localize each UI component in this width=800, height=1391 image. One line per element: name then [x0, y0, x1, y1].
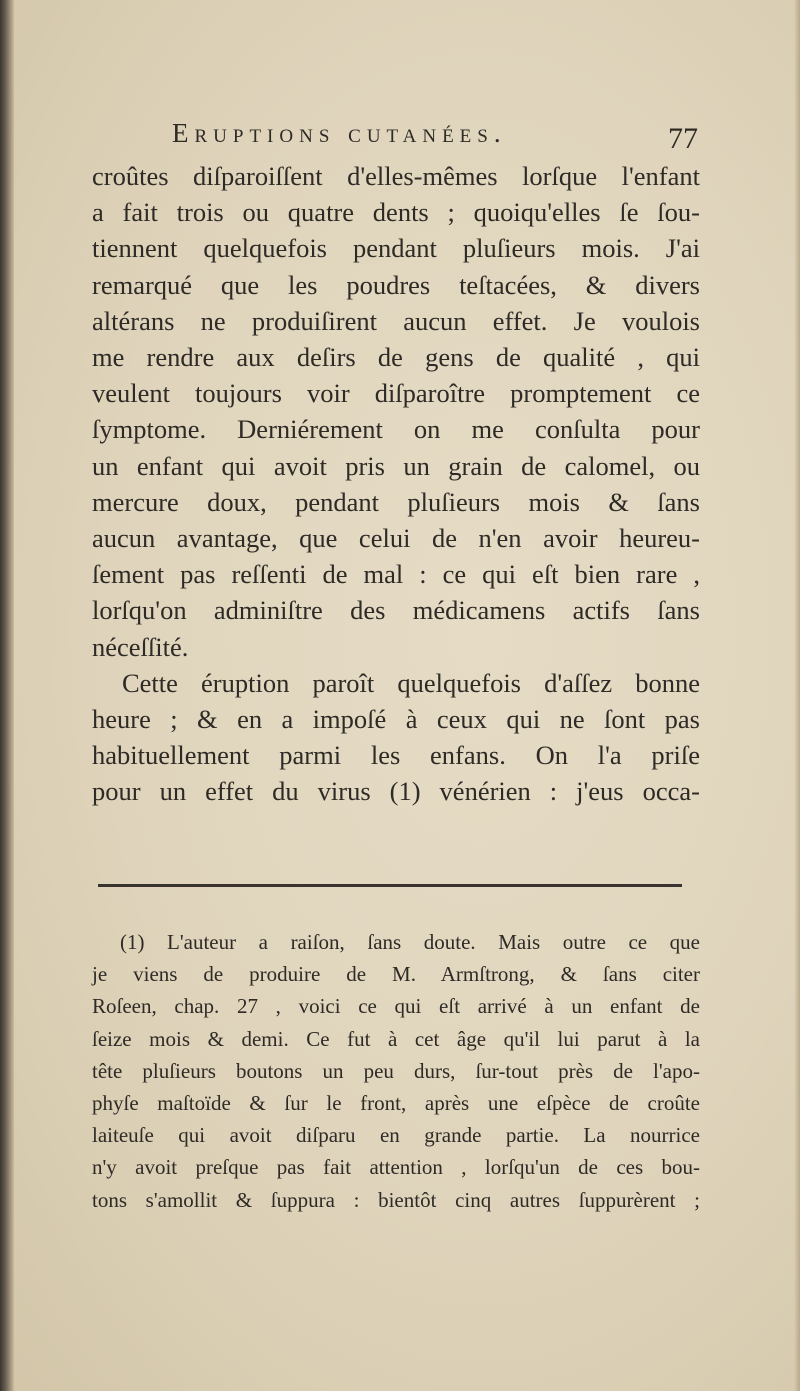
- text-line: tiennent quelquefois pendant pluſieurs mois. J'ai: [92, 233, 700, 264]
- text-line: néceſſité.: [92, 631, 189, 662]
- page-binding-edge: [0, 0, 14, 1391]
- text-line: a fait trois ou quatre dents ; quoiqu'elles ſe ſou-: [92, 197, 700, 228]
- footnote: [92, 926, 700, 1216]
- running-title: Eruptions cutanées.: [172, 118, 507, 148]
- text-line: altérans ne produiſirent aucun effet. Je voulois: [92, 305, 700, 336]
- footnote-line: Roſeen, chap. 27 , voici ce qui eſt arrivé à un enfant de: [92, 994, 700, 1019]
- text-line: aucun avantage, que celui de n'en avoir heureu-: [92, 523, 700, 554]
- text-line: me rendre aux deſirs de gens de qualité , qui: [92, 342, 700, 373]
- footnote-line: tons s'amollit & ſuppura : bientôt cinq autres ſuppurèrent ;: [92, 1187, 700, 1212]
- text-line: veulent toujours voir diſparoître promptement ce: [92, 378, 700, 409]
- footnote-line: n'y avoit preſque pas fait attention , lorſqu'un de ces bou-: [92, 1155, 700, 1180]
- footnote-line: ſeize mois & demi. Ce fut à cet âge qu'il lui parut à la: [92, 1026, 700, 1051]
- text-line: remarqué que les poudres teſtacées, & divers: [92, 269, 700, 300]
- text-line: heure ; & en a impoſé à ceux qui ne ſont pas: [92, 704, 700, 735]
- main-text: [92, 158, 700, 810]
- footnote-divider: [98, 884, 682, 887]
- footnote-line: (1) L'auteur a raiſon, ſans doute. Mais outre ce que: [120, 930, 700, 954]
- footnote-line: tête pluſieurs boutons un peu durs, ſur-tout près de l'apo-: [92, 1058, 700, 1083]
- footnote-line: laiteuſe qui avoit diſparu en grande partie. La nourrice: [92, 1123, 700, 1148]
- text-line: lorſqu'on adminiſtre des médicamens actifs ſans: [92, 595, 700, 626]
- page-number: 77: [668, 122, 698, 155]
- text-line: ſymptome. Derniérement on me conſulta pour: [92, 414, 700, 445]
- text-line: croûtes diſparoiſſent d'elles-mêmes lorſque l'enfant: [92, 161, 700, 191]
- page-right-edge: [794, 0, 800, 1391]
- text-line: mercure doux, pendant pluſieurs mois & ſans: [92, 486, 700, 517]
- text-line: ſement pas reſſenti de mal : ce qui eſt bien rare ,: [92, 559, 700, 590]
- text-line: pour un effet du virus (1) vénérien : j'eus occa-: [92, 776, 700, 807]
- text-line: un enfant qui avoit pris un grain de calomel, ou: [92, 450, 700, 481]
- text-line: Cette éruption paroît quelquefois d'aſſez bonne: [122, 667, 700, 698]
- page-header: [172, 118, 712, 162]
- footnote-line: je viens de produire de M. Armſtrong, & ſans citer: [92, 962, 700, 987]
- text-line: habituellement parmi les enfans. On l'a priſe: [92, 740, 700, 771]
- footnote-line: phyſe maſtoïde & ſur le front, après une eſpèce de croûte: [92, 1091, 700, 1116]
